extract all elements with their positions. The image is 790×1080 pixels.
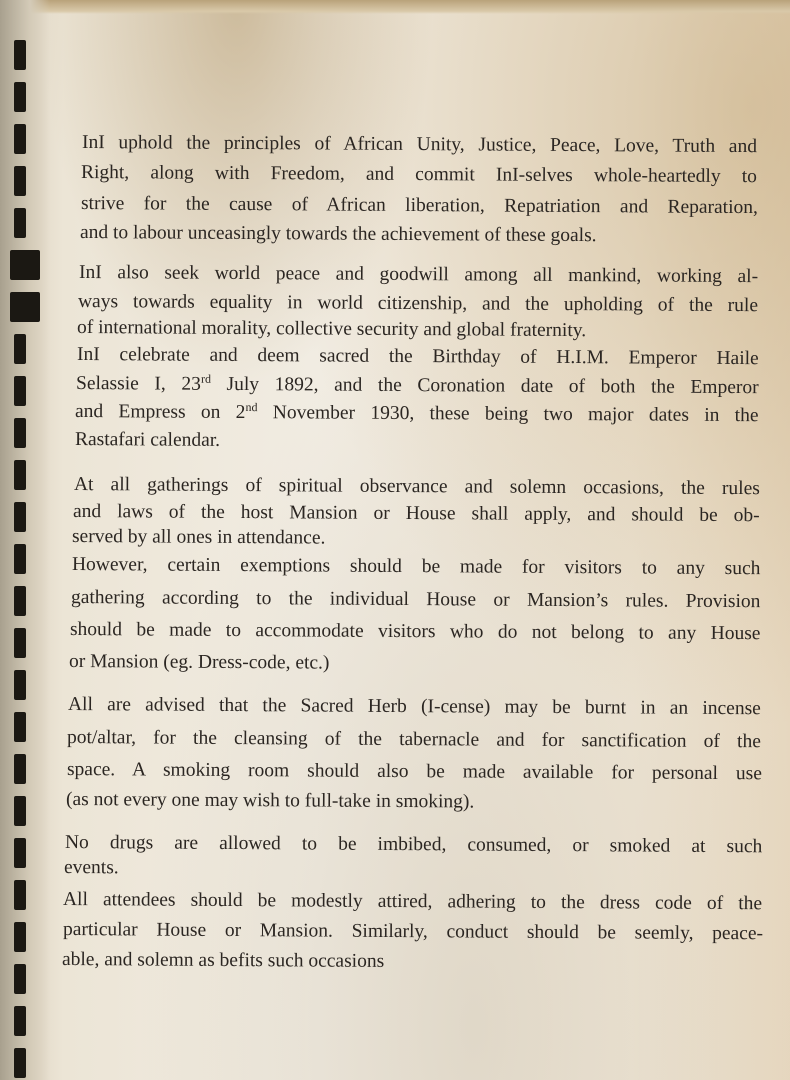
text-line: All attendees should be modestly attired, adhering to the dress code of the: [63, 889, 763, 915]
binding-hole: [14, 754, 26, 784]
binding-hole: [14, 838, 26, 868]
text-line: of international morality, collective security and global fraternity.: [77, 317, 587, 342]
binding-hole: [14, 586, 26, 616]
binding-hole: [14, 124, 26, 154]
binding-hole: [14, 880, 26, 910]
binding-hole: [14, 166, 26, 196]
text-line: served by all ones in attendance.: [72, 526, 326, 549]
text-line: All are advised that the Sacred Herb (I-cense) may be burnt in an incense: [68, 694, 762, 720]
binding-hole: [14, 712, 26, 742]
binding-hole: [14, 796, 26, 826]
binding-hole: [14, 334, 26, 364]
binding-hole: [14, 1006, 26, 1036]
text-line: space. A smoking room should also be made available for personal use: [66, 759, 762, 785]
text-line: and to labour unceasingly towards the achievement of these goals.: [79, 222, 597, 247]
text-line: particular House or Mansion. Similarly, conduct should be seemly, peace-: [62, 919, 763, 945]
binding-hole: [14, 40, 26, 70]
binding-hole: [14, 460, 26, 490]
spiral-binding: [0, 0, 50, 1080]
text-line: pot/altar, for the cleansing of the tabernacle and for sanctification of the: [67, 727, 762, 753]
text-line: strive for the cause of African liberation, Repatriation and Reparation,: [80, 193, 758, 219]
text-line: No drugs are allowed to be imbibed, consumed, or smoked at such: [64, 832, 763, 858]
binding-hole: [10, 250, 40, 280]
ordinal-suffix: rd: [201, 371, 212, 386]
binding-hole: [14, 922, 26, 952]
text-line: able, and solemn as befits such occasions: [61, 949, 385, 972]
text-line: and laws of the host Mansion or House shall apply, and should be ob-: [72, 501, 760, 527]
text-line: InI also seek world peace and goodwill among all mankind, working al-: [78, 262, 758, 288]
binding-hole: [14, 418, 26, 448]
text-line: InI uphold the principles of African Unity, Justice, Peace, Love, Truth and: [81, 132, 758, 158]
binding-hole: [10, 292, 40, 322]
binding-hole: [14, 964, 26, 994]
text-line: Right, along with Freedom, and commit InI-selves whole-heartedly to: [81, 162, 758, 188]
text-segment: and Empress on 2: [75, 401, 246, 424]
text-line: [75, 400, 759, 428]
binding-hole: [14, 1048, 26, 1078]
binding-hole: [14, 628, 26, 658]
text-segment: July 1892, and the Coronation date of both the Emperor: [210, 373, 759, 399]
binding-hole: [14, 670, 26, 700]
text-line: [76, 372, 759, 400]
binding-hole: [14, 544, 26, 574]
text-segment: Selassie I, 23: [76, 373, 202, 395]
text-line: should be made to accommodate visitors who do not belong to any House: [70, 619, 761, 645]
text-line: Rastafari calendar.: [74, 429, 220, 451]
text-line: ways towards equality in world citizenship, and the upholding of the rule: [78, 291, 759, 317]
text-segment: November 1930, these being two major dates in the: [257, 402, 760, 427]
text-line: However, certain exemptions should be made for visitors to any such: [71, 554, 761, 580]
binding-hole: [14, 208, 26, 238]
text-line: At all gatherings of spiritual observance and solemn occasions, the rules: [73, 474, 760, 500]
text-line: (as not every one may wish to full-take in smoking).: [65, 789, 475, 813]
text-line: events.: [64, 857, 120, 879]
text-line: or Mansion (eg. Dress-code, etc.): [69, 651, 330, 674]
binding-hole: [14, 376, 26, 406]
binding-hole: [14, 82, 26, 112]
text-line: InI celebrate and deem sacred the Birthday of H.I.M. Emperor Haile: [76, 344, 759, 370]
page-top-edge: [0, 0, 790, 14]
text-line: gathering according to the individual House or Mansion’s rules. Provision: [70, 587, 761, 613]
binding-hole: [14, 502, 26, 532]
ordinal-suffix: nd: [245, 400, 258, 415]
